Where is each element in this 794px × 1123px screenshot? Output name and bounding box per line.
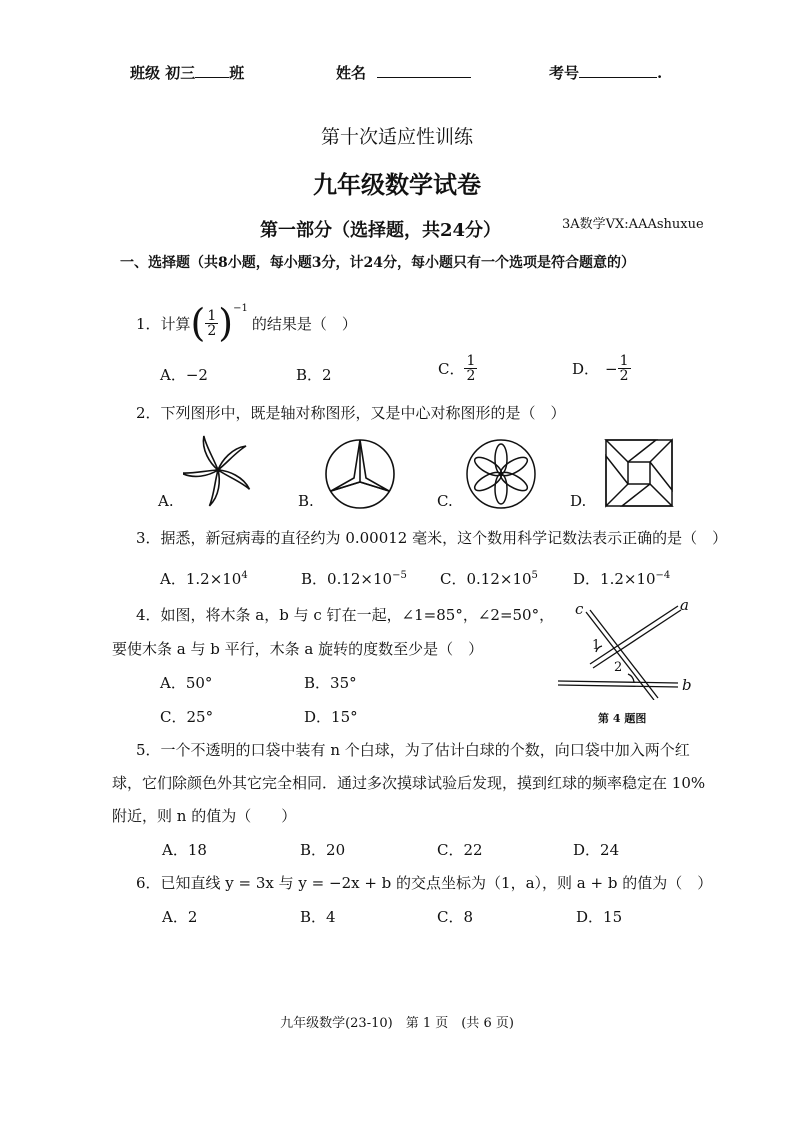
q4-option-d: D．15° — [304, 708, 358, 726]
question-3-stem: 3．据悉，新冠病毒的直径约为 0.00012 毫米，这个数用科学记数法表示正确的是（ ） — [136, 529, 728, 547]
exam-no-blank[interactable] — [579, 63, 657, 78]
paren-left: ( — [190, 301, 206, 345]
q3-option-c — [440, 568, 538, 589]
q1-c-fraction — [464, 354, 477, 383]
class-label: 班级 初三 — [130, 64, 196, 82]
q2-option-a: A. — [158, 492, 174, 510]
q3-d-base: D．1.2×10 — [573, 570, 656, 588]
exam-no-label: 考号 — [549, 64, 580, 82]
q3-a-base: A．1.2×10 — [160, 570, 242, 588]
q2-option-c: C. — [437, 492, 453, 510]
q1-numerator: 1 — [207, 307, 217, 324]
q4-option-c: C．25° — [160, 708, 214, 726]
question-4-line1: 4．如图，将木条 a，b 与 c 钉在一起，∠1=85°，∠2=50°， — [136, 606, 555, 624]
question-5-line1: 5．一个不透明的口袋中装有 n 个白球，为了估计白球的个数，向口袋中加入两个红 — [136, 741, 690, 759]
q4-option-b: B．35° — [304, 674, 357, 692]
exam-no-field — [549, 62, 662, 83]
q2-figure-c-flower — [462, 436, 540, 512]
exam-no-end: . — [657, 64, 663, 82]
q1-suffix: 的结果是（ ） — [251, 314, 357, 333]
question-5-line2: 球，它们除颜色外其它完全相同．通过多次摸球试验后发现，摸到红球的频率稳定在 10% — [112, 774, 706, 792]
q6-option-a: A．2 — [162, 908, 198, 926]
q2-figure-b-circle-star — [321, 436, 399, 512]
q1-option-a: A．−2 — [160, 366, 208, 384]
page-title: 九年级数学试卷 — [313, 170, 481, 199]
question-6-stem: 6．已知直线 y = 3x 与 y = −2x + b 的交点坐标为（1，a），则 a + b 的值为（ ） — [136, 874, 713, 892]
q3-d-exp: −4 — [655, 570, 671, 581]
q5-option-a: A．18 — [162, 841, 207, 859]
class-blank[interactable] — [195, 63, 229, 78]
q1-c-num: 1 — [466, 353, 476, 369]
q6-option-b: B．4 — [300, 908, 336, 926]
q1-exponent: −1 — [233, 303, 248, 314]
q3-a-exp: 4 — [241, 570, 248, 581]
question-1-stem — [136, 301, 357, 345]
q3-option-d — [573, 568, 670, 589]
q1-d-fraction — [618, 354, 631, 383]
q2-figure-d-square-pinwheel — [604, 438, 674, 508]
q1-d-den: 2 — [619, 368, 629, 384]
part-title: 第一部分（选择题，共24分） — [260, 220, 502, 241]
q1-d-sign: − — [605, 359, 618, 378]
class-field — [130, 62, 244, 83]
q3-c-base: C．0.12×10 — [440, 570, 532, 588]
q5-option-d: D．24 — [573, 841, 620, 859]
q4-figure-lines — [550, 596, 700, 700]
q3-b-exp: −5 — [392, 570, 407, 581]
name-label: 姓名 — [336, 64, 367, 82]
q3-option-b — [301, 568, 407, 589]
q1-fraction — [205, 309, 218, 338]
q3-c-exp: 5 — [531, 570, 538, 581]
fig4-label-a: a — [680, 596, 689, 614]
fig4-label-b: b — [682, 676, 692, 694]
question-2-stem: 2．下列图形中，既是轴对称图形，又是中心对称图形的是（ ） — [136, 404, 566, 422]
watermark-text: 3A数学VX:AAAshuxue — [562, 217, 704, 232]
page-footer: 九年级数学(23-10) 第 1 页 (共 6 页) — [280, 1016, 514, 1031]
q1-option-b: B．2 — [296, 366, 332, 384]
q2-option-b: B. — [298, 492, 314, 510]
q1-option-d — [572, 354, 631, 383]
q3-b-base: B．0.12×10 — [301, 570, 393, 588]
subtitle: 第十次适应性训练 — [320, 126, 473, 148]
q6-option-c: C．8 — [437, 908, 474, 926]
q2-figure-a-pinwheel — [183, 432, 253, 508]
section-heading: 一、选择题（共8小题，每小题3分，计24分，每小题只有一个选项是符合题意的） — [120, 255, 635, 271]
fig4-angle-2: 2 — [614, 660, 623, 675]
class-suffix: 班 — [229, 64, 245, 82]
q1-option-c — [438, 354, 477, 383]
name-field — [336, 62, 471, 83]
q3-option-a — [160, 568, 248, 589]
fig4-caption: 第 4 题图 — [598, 712, 647, 725]
q1-denominator: 2 — [207, 322, 217, 339]
fig4-angle-1: 1 — [592, 638, 601, 653]
q5-option-b: B．20 — [300, 841, 346, 859]
q1-c-den: 2 — [466, 368, 476, 384]
q1-d-num: 1 — [619, 353, 629, 369]
q1-d-label: D． — [572, 360, 600, 378]
q1-prefix: 1．计算 — [136, 314, 191, 333]
q1-c-label: C． — [438, 360, 465, 378]
question-5-line3: 附近，则 n 的值为（ ） — [112, 807, 297, 825]
name-blank[interactable] — [377, 63, 471, 78]
q4-option-a: A．50° — [160, 674, 213, 692]
q6-option-d: D．15 — [576, 908, 623, 926]
question-4-line2: 要使木条 a 与 b 平行，木条 a 旋转的度数至少是（ ） — [112, 640, 484, 658]
paren-right: ) — [218, 301, 234, 345]
fig4-label-c: c — [575, 600, 584, 618]
q2-option-d: D. — [570, 492, 587, 510]
q5-option-c: C．22 — [437, 841, 483, 859]
